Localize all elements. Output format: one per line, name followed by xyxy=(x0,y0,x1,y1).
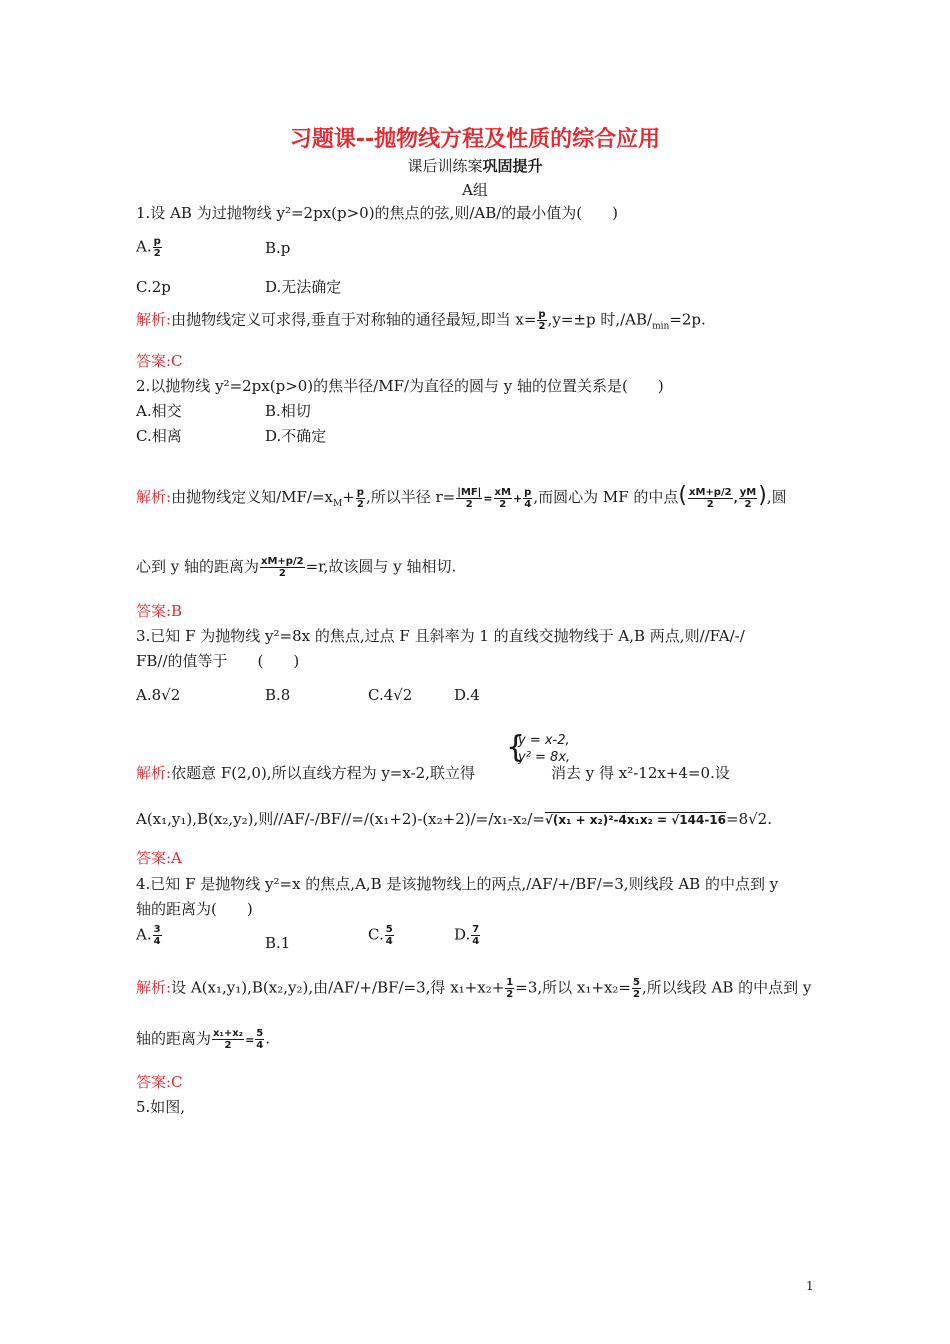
q1-option-c: C.2p xyxy=(136,278,171,296)
q2-analysis-line1: 解析:由抛物线定义知$/MF/=x_M+$ $\frac{p}{2}$ ,所以半径 r= $\frac{|MF|}{2}$ = $\frac{xM}{2}$ + $\frac{p}{4}$ ,而圆心为 MF 的中点( $\frac{xM+p/2}{2}$ , $\frac{yM}{2}$ ),圆 xyxy=(136,483,787,510)
fraction-numerator: yM xyxy=(739,486,757,498)
fraction-denominator: 2 xyxy=(744,498,752,510)
fraction-numerator: 3 xyxy=(153,924,161,935)
fraction-denominator: 2 xyxy=(499,498,507,510)
q4-option-c xyxy=(368,924,395,947)
fraction-denominator: 2 xyxy=(465,498,473,510)
fraction xyxy=(212,1028,244,1051)
q3-stem-line2: FB//的值等于 ( ) xyxy=(136,652,300,670)
q4-stem-line2: 轴的距离为( ) xyxy=(136,900,253,918)
fraction xyxy=(456,487,482,510)
analysis-text: ,所以半径 r= xyxy=(365,488,456,506)
analysis-label: 解析: xyxy=(136,310,172,329)
fraction-denominator: 2 xyxy=(632,989,640,1000)
fraction-numerator: 5 xyxy=(632,977,640,988)
distance-fraction xyxy=(260,556,305,579)
analysis-text: 由抛物线定义可求得,垂直于对称轴的通径最短,即当 x= xyxy=(171,310,537,329)
q5-stem: 5.如图, xyxy=(136,1098,186,1116)
fraction-numerator: xM+p/2 xyxy=(689,486,732,498)
q4-analysis-line2 xyxy=(136,1028,270,1051)
page-subtitle xyxy=(0,155,950,176)
analysis-text: 心到 y 轴的距离为 xyxy=(136,557,260,576)
analysis-text: =2p. xyxy=(669,310,706,329)
q2-option-d: D.不确定 xyxy=(265,427,327,445)
fraction-numerator: xM+p/2 xyxy=(261,556,304,567)
fraction-numerator: 5 xyxy=(256,1028,264,1039)
q3-option-b: B.8 xyxy=(265,686,291,704)
analysis-text: =3,所以 x₁+x₂= xyxy=(515,978,631,997)
fraction-numerator: p xyxy=(153,236,161,247)
option-fraction xyxy=(385,924,394,947)
analysis-text: A(x₁,y₁),B(x₂,y₂),则//AF/-/BF//=/(x₁+2)-(x₂+2)/=/x₁-x₂/= xyxy=(136,810,545,828)
q1-answer: 答案:C xyxy=(136,352,183,370)
page-title: 习题课--抛物线方程及性质的综合应用 xyxy=(289,127,661,152)
q1-option-a-label: A. xyxy=(136,237,152,256)
option-fraction xyxy=(471,924,480,947)
fraction-denominator: 4 xyxy=(256,1040,264,1051)
analysis-text: 由抛物线定义知/MF/=x xyxy=(171,488,333,506)
equals-sign: = xyxy=(483,492,493,505)
q4-option-d xyxy=(454,924,481,947)
plus-sign: + xyxy=(512,492,523,505)
sqrt-expression: √(x₁ + x₂)²-4x₁x₂ = √144-16 xyxy=(544,813,727,827)
analysis-text: ,圆 xyxy=(766,488,787,506)
q1-stem: 1.设 AB 为过抛物线 y²=2px(p>0)的焦点的弦,则/AB/的最小值为( ) xyxy=(136,204,618,222)
analysis-text: =8√2. xyxy=(726,810,772,828)
q2-option-c: C.相离 xyxy=(136,427,182,445)
q4-option-a xyxy=(136,924,163,947)
analysis-fraction xyxy=(537,309,546,332)
q4-stem-line1: 4.已知 F 是抛物线 y²=x 的焦点,A,B 是该抛物线上的两点,/AF/+/BF/=3,则线段 AB 的中点到 y xyxy=(136,875,779,893)
option-label: D. xyxy=(454,925,471,944)
fraction xyxy=(255,1028,264,1051)
analysis-text: . xyxy=(265,1029,271,1048)
q3-option-d: D.4 xyxy=(454,686,480,704)
fraction-numerator: 1 xyxy=(506,977,514,988)
fraction xyxy=(505,977,514,1000)
subtitle-prefix: 课后训练案 xyxy=(407,157,483,175)
equals-sign: = xyxy=(245,1033,255,1047)
page-number: 1 xyxy=(806,1279,814,1293)
option-fraction xyxy=(153,924,162,947)
q3-equation-system xyxy=(506,732,570,766)
q1-option-d: D.无法确定 xyxy=(265,278,342,296)
analysis-text: + xyxy=(342,488,355,506)
analysis-text: 设 A(x₁,y₁),B(x₂,y₂),由/AF/+/BF/=3,得 x₁+x₂+ xyxy=(171,978,505,997)
q3-analysis-line1 xyxy=(136,763,730,783)
fraction-denominator: 2 xyxy=(506,989,514,1000)
system-line: y = x-2, xyxy=(518,733,570,748)
fraction-numerator: x₁+x₂ xyxy=(213,1028,244,1039)
analysis-text: 消去 y 得 x²-12x+4=0.设 xyxy=(550,764,730,782)
option-label: A. xyxy=(136,925,152,944)
fraction-denominator: 4 xyxy=(472,936,480,947)
q3-stem-line1: 3.已知 F 为抛物线 y²=8x 的焦点,过点 F 且斜率为 1 的直线交抛物线于 A,B 两点,则//FA/-/ xyxy=(136,627,745,645)
fraction-numerator: p xyxy=(538,309,546,320)
analysis-text: ,而圆心为 MF 的中点 xyxy=(533,488,679,506)
q3-option-c: C.4√2 xyxy=(368,686,413,704)
brace-icon: { xyxy=(506,730,526,765)
group-label: A组 xyxy=(462,181,488,199)
fraction-numerator: p xyxy=(356,486,364,498)
q2-analysis-line2 xyxy=(136,556,456,579)
fraction xyxy=(523,487,532,510)
analysis-label: 解析: xyxy=(136,978,172,997)
fraction-denominator: 2 xyxy=(356,498,364,510)
q4-analysis-line1 xyxy=(136,977,811,1000)
analysis-subscript: M xyxy=(332,499,343,509)
fraction-denominator: 4 xyxy=(524,498,532,510)
q1-option-a-fraction xyxy=(153,236,162,259)
midpoint-y-fraction xyxy=(739,487,757,510)
analysis-label: 解析: xyxy=(136,764,172,782)
q2-option-b: B.相切 xyxy=(265,402,311,420)
q4-answer: 答案:C xyxy=(136,1073,183,1091)
analysis-subscript: min xyxy=(652,321,670,332)
analysis-label: 解析: xyxy=(136,488,172,506)
analysis-text: ,y=±p 时,/AB/ xyxy=(547,310,653,329)
q2-stem: 2.以抛物线 y²=2px(p>0)的焦半径/MF/为直径的圆与 y 轴的位置关系是( ) xyxy=(136,377,664,395)
fraction xyxy=(632,977,641,1000)
midpoint-x-fraction xyxy=(688,487,733,510)
fraction-numerator: |MF| xyxy=(457,486,482,498)
q1-analysis xyxy=(136,309,706,337)
fraction-denominator: 2 xyxy=(538,321,546,332)
fraction-numerator: xM xyxy=(494,486,511,498)
system-line: y² = 8x, xyxy=(518,750,571,765)
fraction-numerator: p xyxy=(524,486,532,498)
q1-option-b: B.p xyxy=(265,239,291,257)
fraction-numerator: 5 xyxy=(385,924,393,935)
analysis-text: 依题意 F(2,0),所以直线方程为 y=x-2,联立得 xyxy=(171,764,475,782)
q1-option-a xyxy=(136,236,163,259)
fraction-denominator: 2 xyxy=(224,1040,232,1051)
q3-analysis-line2 xyxy=(136,809,772,830)
fraction-denominator: 4 xyxy=(385,936,393,947)
subtitle-bold: 巩固提升 xyxy=(482,157,543,175)
analysis-text: =r,故该圆与 y 轴相切. xyxy=(305,557,457,576)
q3-option-a: A.8√2 xyxy=(136,686,181,704)
fraction-denominator: 4 xyxy=(153,936,161,947)
fraction xyxy=(494,487,512,510)
analysis-text: ,所以线段 AB 的中点到 y xyxy=(641,978,812,997)
fraction-numerator: 7 xyxy=(472,924,480,935)
fraction-denominator: 2 xyxy=(153,248,161,259)
fraction-denominator: 2 xyxy=(278,568,286,579)
fraction xyxy=(356,487,365,510)
q2-option-a: A.相交 xyxy=(136,402,182,420)
option-label: C. xyxy=(368,925,384,944)
q3-answer: 答案:A xyxy=(136,849,182,867)
q4-option-b: B.1 xyxy=(265,934,291,952)
q2-answer: 答案:B xyxy=(136,602,183,620)
analysis-text: 轴的距离为 xyxy=(136,1029,212,1048)
fraction-denominator: 2 xyxy=(706,498,714,510)
